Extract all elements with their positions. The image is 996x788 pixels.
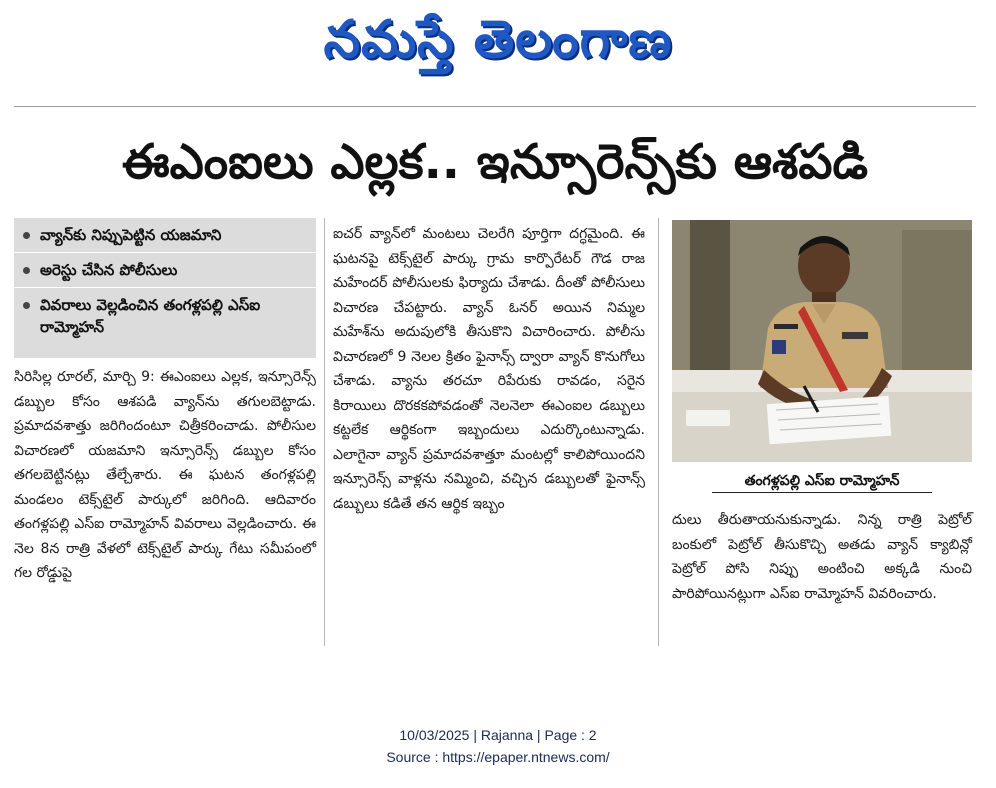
newspaper-logo: నమస్తే తెలంగాణ (323, 10, 673, 70)
caption-underline (712, 492, 932, 493)
highlight-text: వ్యాన్‌కు నిప్పుపెట్టిన యజమాని (40, 226, 222, 244)
article-column-3: దులు తీరుతాయనుకున్నాడు. నిన్న రాత్రి పెట్రోల్ బంకులో పెట్రోల్ తీసుకొచ్చి అతడు వ్యాన్ క్యాబిన్లో పెట్రోల్ పోసి నిప్పు అంటించి అక్కడి నుంచి పారిపోయినట్లుగా ఎస్ఐ రామ్మోహన్ వివరించారు. (672, 512, 972, 602)
footer-source: Source : https://epaper.ntnews.com/ (386, 749, 610, 765)
highlight-item (14, 253, 316, 288)
header-divider (14, 106, 976, 107)
bullet-icon (23, 267, 30, 274)
article-column-2: ఐచర్ వ్యాన్‌లో మంటలు చెలరేగి పూర్తిగా దగ్ధమైంది. ఈ ఘటనపై టెక్స్‌టైల్ పార్కు గ్రామ కార్పొరేటర్ గౌడ రాజ మహేందర్ పోలీసులకు ఫిర్యాదు చేశాడు. దీంతో పోలీసులు విచారణ చేపట్టారు. వ్యాన్ ఓనర్ అయిన నిమ్మల మహేశ్‌ను అదుపులోకి తీసుకొని విచారించారు. పోలీసు విచారణలో 9 నెలల క్రితం ఫైనాన్స్ ద్వారా వ్యాన్ కొనుగోలు చేశాడు. వ్యాను తరచూ రిపేరుకు రావడం, సరైన కిరాయిలు దొరకకపోవడంతో నెలనెలా ఈఎంఐల డబ్బులు కట్టలేక ఆర్థికంగా ఇబ్బందులు ఎదుర్కొంటున్నాడు. ఎలాగైనా వ్యాన్ ప్రమాదవశాత్తూ మంటల్లో కాలిపోయిందని ఇన్సూరెన్స్ వాళ్లను నమ్మించి, వచ్చిన డబ్బులతో ఫైనాన్స్ డబ్బులు కడితే తన ఆర్థిక ఇబ్బం (333, 226, 645, 512)
page-footer (0, 724, 996, 768)
officer-photo-illustration (672, 220, 972, 462)
footer-date-page: 10/03/2025 | Rajanna | Page : 2 (399, 727, 597, 743)
highlight-text: వివరాలు వెల్లడించిన తంగళ్లపల్లి ఎస్ఐ రామ్మోహన్ (40, 296, 261, 336)
article-column-1: సిరిసిల్ల రూరల్, మార్చి 9: ఈఎంఐలు ఎల్లక, ఇన్సూరెన్స్ డబ్బుల కోసం ఆశపడి వ్యాన్‌ను తగులబెట్టాడు. ప్రమాదవశాత్తు జరిగిందంటూ చిత్రీకరించాడు. పోలీసుల విచారణలో యజమాని ఇన్సూరెన్స్ డబ్బుల కోసం తగలబెట్టినట్లు తేల్చేశారు. ఈ ఘటన తంగళ్లపల్లి మండలం టెక్స్‌టైల్ పార్కులో జరిగింది. ఆదివారం తంగళ్లపల్లి ఎస్ఐ రామ్మోహన్ వివరాలు వెల్లడించారు. ఈ నెల 8న రాత్రి వేళలో టెక్స్‌టైల్ పార్కు గేటు సమీపంలో గల రోడ్డుపై (14, 369, 316, 581)
highlights-box (14, 218, 316, 358)
column-divider (324, 218, 325, 646)
masthead (0, 4, 996, 88)
highlight-item (14, 218, 316, 253)
officer-photo (672, 220, 972, 462)
bullet-icon (23, 232, 30, 239)
photo-caption: తంగళ్లపల్లి ఎస్ఐ రామ్మోహన్ (744, 473, 900, 489)
highlight-item (14, 288, 316, 344)
highlight-text: అరెస్టు చేసిన పోలీసులు (40, 261, 178, 279)
column-divider (658, 218, 659, 646)
bullet-icon (23, 302, 30, 309)
article-headline: ఈఎంఐలు ఎల్లక.. ఇన్సూరెన్స్‌కు ఆశపడి (121, 134, 869, 190)
